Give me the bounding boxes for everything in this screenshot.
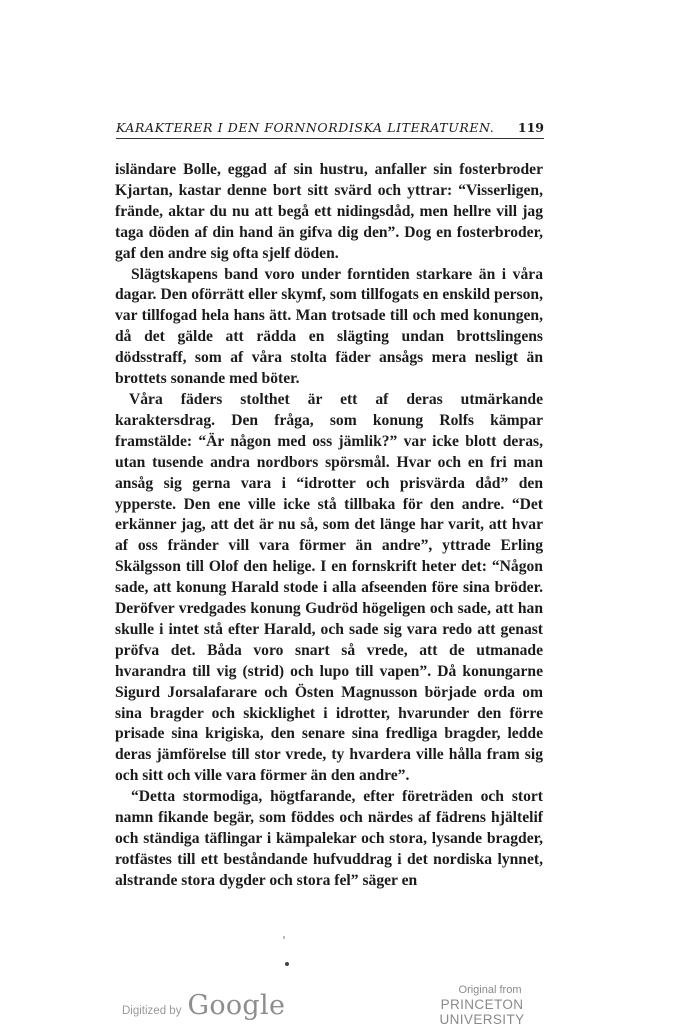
institution-name: PRINCETON UNIVERSITY [439,997,525,1027]
paragraph: isländare Bolle, eggad af sin hustru, anfaller sin fosterbroder Kjartan, kastar denne bort sitt svärd och yttrar: “Visserligen, frände, aktar du nu att begå ett nidingsdåd, men hellre vill jag taga döden af din hand än gifva dig den”. Dog en fosterbroder, gaf den andre sig ofta sjelf döden. [115,161,543,262]
scan-dot [285,962,289,966]
scan-mark [283,936,285,939]
original-from-watermark [402,984,562,1027]
running-header [116,120,544,135]
running-title: KARAKTERER I DEN FORNNORDISKA LITERATUREN. [116,120,495,135]
page-number: 119 [517,120,544,135]
header-rule [116,138,544,139]
digitized-by-google-watermark [122,990,285,1020]
original-from-label: Original from [458,984,522,996]
digitized-by-label: Digitized by [122,1005,182,1017]
paragraph: Slägtskapens band voro under forntiden starkare än i våra dagar. Den oförrätt eller skymf, som tillfogats en enskild person, var tillfogad hela hans ätt. Man trotsade till och med konungen, då det gälde att rädda en slägting undan brottslingens dödsstraff, som af våra stolta fäder ansågs mera nesligt än brottets sonande med böter. [115,265,543,388]
paragraph: “Detta stormodiga, högtfarande, efter företräden och stort namn fikande begär, som föddes och närdes af fädrens hjältelif och ständiga täflingar i kämpalekar och stora, lysande bragder, rotfästes till ett beståndande hufvuddrag i det nordiska lynnet, alstrande stora dygder och stora fel” säger en [115,788,543,889]
paragraph: Våra fäders stolthet är ett af deras utmärkande karaktersdrag. Den fråga, som konung Rolfs kämpar framstälde: “Är någon med oss jämlik?” var icke blott deras, utan tusende andra nordbors spörsmål. Hvar och en fri man ansåg sig gerna vara i “idrotter och prisvärda dåd” den ypperste. Den ene ville icke stå tillbaka för den andre. “Det erkänner jag, att det är nu så, som det länge har varit, att hvar af oss fränder vill vara förmer än andre”, yttrade Erling Skälgsson till Olof den helige. I en fornskrift heter det: “Någon sade, att konung Harald stode i alla afseenden före sina bröder. Deröfver vredgades konung Gudröd högeligen och sade, att han skulle i intet stå efter Harald, och sade sig vara redo att genast pröfva det. Båda voro snart så vrede, att de utmanade hvarandra till vig (strid) och lupo till vapen”. Då konungarne Sigurd Jorsalafarare och Östen Magnusson började orda om sina bragder och skicklighet i idrotter, hvarunder den förre prisade sina krigiska, den senare sina fredliga bragder, ledde deras jämförelse till stor vrede, ty hvardera ville hålla fram sig och sitt och ville vara förmer än den andre”. [115,390,543,785]
google-logo: Google [187,990,286,1021]
body-text [115,160,543,892]
